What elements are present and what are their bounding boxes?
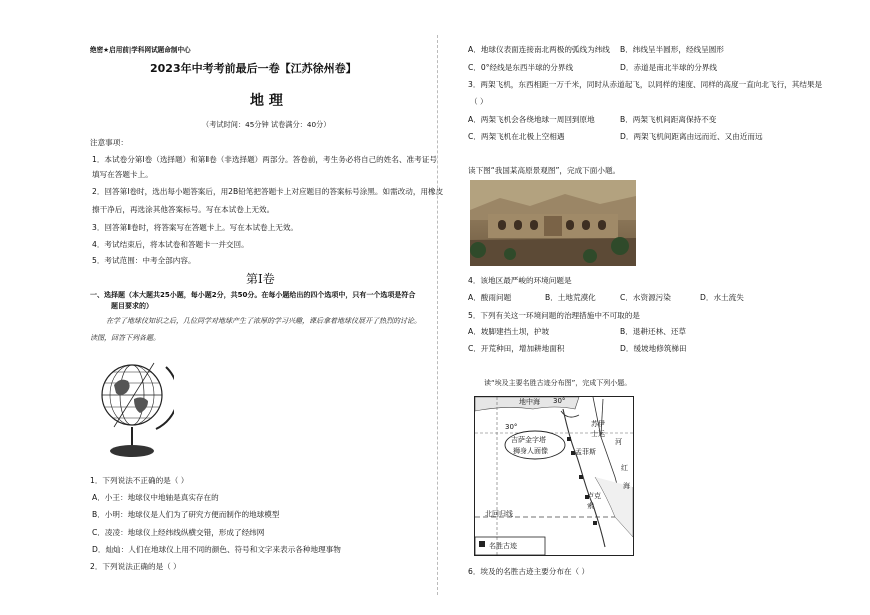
column-divider [437, 35, 438, 595]
q5-option-a[interactable]: A．坡脚建挡土坝，护坡 [468, 327, 550, 336]
map-label-luxor: 卢克索 [587, 492, 601, 510]
q1-option-a[interactable]: A．小王：地球仪中地轴是真实存在的 [92, 493, 219, 502]
map-label-memphis: 孟菲斯 [575, 448, 596, 456]
header-confidential: 绝密★启用前|学科网试题命制中心 [90, 46, 191, 54]
q1-option-d[interactable]: D．灿灿：人们在地球仪上用不同的颜色、符号和文字来表示各种地理事物 [92, 545, 341, 554]
question-4: 4．该地区最严峻的环境问题是 [468, 276, 572, 285]
section-description: 一、选择题（本大题共25小题，每小题2分，共50分。在每小题给出的四个选项中，只有一个选项是符合 [90, 291, 416, 299]
q3-option-b[interactable]: B．两架飞机间距离保持不变 [620, 115, 717, 124]
plateau-landscape-photo [470, 180, 636, 266]
q2-option-b[interactable]: B．纬线呈半圆形，经线呈圆形 [620, 45, 724, 54]
subject-title: 地 理 [250, 93, 283, 109]
egypt-heritage-map [474, 396, 634, 556]
intro-text: 读图，回答下列各题。 [90, 334, 160, 342]
section-description: 题目要求的） [111, 302, 153, 310]
q4-option-b[interactable]: B．土地荒漠化 [545, 293, 596, 302]
note-line: 擦干净后，再选涂其他答案标号。写在本试卷上无效。 [92, 205, 275, 214]
map-label-tropic: 北回归线 [485, 510, 513, 518]
note-line: 5．考试范围：中考全部内容。 [92, 256, 196, 265]
note-line: 填写在答题卡上。 [92, 170, 153, 179]
q5-option-d[interactable]: D．缓坡地修筑梯田 [620, 344, 687, 353]
exam-info: （考试时间：45分钟 试卷满分：40分） [202, 120, 331, 129]
notes-heading: 注意事项： [90, 138, 128, 147]
globe-icon [94, 355, 174, 465]
q2-option-d[interactable]: D．赤道是南北半球的分界线 [620, 63, 717, 72]
question-6: 6．埃及的名胜古迹主要分布在（ ） [468, 567, 590, 576]
question-5: 5．下列有关这一环境问题的治理措施中不可取的是 [468, 311, 640, 320]
map-legend-label: 名胜古迹 [489, 542, 517, 550]
note-line: 2．回答第Ⅰ卷时，选出每小题答案后，用2B铅笔把答题卡上对应题目的答案标号涂黑。如需改动，用橡皮 [92, 187, 444, 196]
q3-option-c[interactable]: C．两架飞机在北极上空相遇 [468, 132, 565, 141]
map-label-sphinx: 狮身人面像 [513, 447, 548, 455]
q3-option-d[interactable]: D．两架飞机间距离由远而近、又由近而远 [620, 132, 763, 141]
q5-option-b[interactable]: B．退耕还林、还草 [620, 327, 686, 336]
map-label-red: 红 [621, 464, 628, 472]
q2-option-c[interactable]: C．0°经线是东西半球的分界线 [468, 63, 574, 72]
q1-option-c[interactable]: C．凌凌：地球仪上经纬线纵横交错，形成了经纬网 [92, 528, 265, 537]
photo-intro: 读下图“我国某高原景观图”，完成下面小题。 [468, 166, 621, 175]
q3-option-a[interactable]: A．两架飞机会各绕地球一周回到原地 [468, 115, 595, 124]
map-label-lat30: 30° [553, 397, 566, 405]
map-intro: 读“埃及主要名胜古迹分布图”，完成下列小题。 [484, 379, 632, 387]
map-label-river: 河 [615, 438, 622, 446]
q4-option-c[interactable]: C．水资源污染 [620, 293, 671, 302]
q5-option-c[interactable]: C．开荒种田，增加耕地面积 [468, 344, 565, 353]
question-2: 2．下列说法正确的是（ ） [90, 562, 181, 571]
q1-option-b[interactable]: B．小明：地球仪是人们为了研究方便而制作的地球模型 [92, 510, 280, 519]
map-label-pyramid: 吉萨金字塔 [511, 436, 546, 444]
q4-option-a[interactable]: A．酸雨问题 [468, 293, 512, 302]
note-line: 3．回答第Ⅱ卷时，将答案写在答题卡上。写在本试卷上无效。 [92, 223, 299, 232]
note-line: 4．考试结束后，将本试卷和答题卡一并交回。 [92, 240, 249, 249]
map-label-lat30: 30° [505, 423, 518, 431]
map-label-sea: 地中海 [519, 398, 540, 406]
q2-option-a[interactable]: A．地球仪表面连接南北两极的弧线为纬线 [468, 45, 610, 54]
intro-text: 在学了地球仪知识之后，几位同学对地球产生了浓厚的学习兴趣，课后拿着地球仪展开了热烈的讨论。 [106, 317, 421, 325]
section-title: 第Ⅰ卷 [246, 272, 275, 286]
map-label-sea2: 海 [623, 482, 630, 490]
question-3: 3．两架飞机，东西相距一万千米，同时从赤道起飞，以同样的速度、同样的高度一直向北飞行，其结果是 [468, 80, 823, 89]
note-line: 1．本试卷分第Ⅰ卷（选择题）和第Ⅱ卷（非选择题）两部分。答卷前，考生务必将自己的姓名、准考证号 [92, 155, 437, 164]
exam-title: 2023年中考考前最后一卷【江苏徐州卷】 [150, 62, 357, 75]
question-3-paren: （ ） [470, 97, 488, 106]
question-1: 1．下列说法不正确的是（ ） [90, 476, 189, 485]
map-label-suez: 苏伊士运 [591, 420, 605, 438]
q4-option-d[interactable]: D．水土流失 [700, 293, 744, 302]
